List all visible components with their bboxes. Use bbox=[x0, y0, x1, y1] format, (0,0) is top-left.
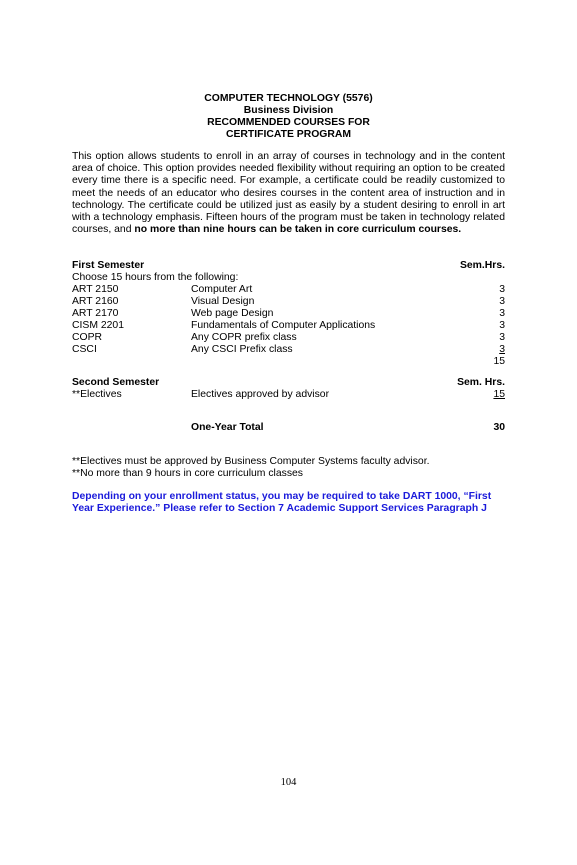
note-row bbox=[72, 456, 505, 468]
course-hours: 3 bbox=[499, 284, 505, 295]
course-hours: 3 bbox=[499, 308, 505, 319]
division-name: Business Division bbox=[243, 105, 334, 116]
course-code: ART 2150 bbox=[72, 284, 119, 295]
course-title: Any CSCI Prefix class bbox=[191, 344, 293, 355]
course-hours: 3 bbox=[499, 332, 505, 343]
one-year-total-label: One-Year Total bbox=[191, 422, 264, 433]
page-number: 104 bbox=[280, 777, 297, 788]
program-title: COMPUTER TECHNOLOGY (5576) bbox=[204, 93, 373, 104]
intro-paragraph bbox=[72, 151, 505, 236]
course-code: CISM 2201 bbox=[72, 320, 124, 331]
first-semester-instruction-row bbox=[72, 272, 505, 284]
enrollment-notice: Depending on your enrollment status, you may be required to take DART 1000, “First Year Experience.” Please refer to Section 7 Academic Support Services Paragraph J bbox=[72, 491, 492, 515]
course-title: Visual Design bbox=[191, 296, 255, 307]
first-semester-total-row bbox=[72, 356, 505, 368]
course-row bbox=[72, 320, 505, 332]
course-row bbox=[72, 344, 505, 356]
one-year-total-value: 30 bbox=[493, 422, 505, 433]
course-row bbox=[72, 284, 505, 296]
course-title: Web page Design bbox=[191, 308, 274, 319]
subtitle-line-1: RECOMMENDED COURSES FOR bbox=[207, 117, 370, 128]
note-text: **No more than 9 hours in core curriculum classes bbox=[72, 468, 303, 479]
first-semester-header bbox=[72, 260, 505, 272]
first-semester-instruction: Choose 15 hours from the following: bbox=[72, 272, 239, 283]
electives-hours: 15 bbox=[493, 389, 505, 400]
course-code: CSCI bbox=[72, 344, 97, 355]
course-hours: 3 bbox=[499, 320, 505, 331]
first-semester-heading: First Semester bbox=[72, 260, 145, 271]
second-semester-hours-heading: Sem. Hrs. bbox=[457, 377, 505, 388]
course-title: Any COPR prefix class bbox=[191, 332, 297, 343]
course-code: ART 2160 bbox=[72, 296, 119, 307]
second-semester-header bbox=[72, 377, 505, 389]
intro-bold-text: no more than nine hours can be taken in core curriculum courses. bbox=[134, 224, 462, 236]
course-row bbox=[72, 308, 505, 320]
intro-text: This option allows students to enroll in an array of courses in technology and in the content area of choice. This option provides needed flexibility without requiring an option to be created every time there is a specific need. For example, a certificate could be readily customized to meet the needs of an educator who desires courses in the content area of instruction and in technology. The certificate could be utilized just as easily by a student desiring to enroll in art with a technology emphasis. Fifteen hours of the program must be taken in technology related courses, and bbox=[72, 151, 505, 236]
second-semester-heading: Second Semester bbox=[72, 377, 160, 388]
course-title: Computer Art bbox=[191, 284, 253, 295]
note-text: **Electives must be approved by Business Computer Systems faculty advisor. bbox=[72, 456, 430, 467]
one-year-total-row bbox=[72, 422, 505, 434]
first-semester-total: 15 bbox=[493, 356, 505, 367]
electives-code: **Electives bbox=[72, 389, 122, 400]
course-code: ART 2170 bbox=[72, 308, 119, 319]
course-row bbox=[72, 332, 505, 344]
course-title: Fundamentals of Computer Applications bbox=[191, 320, 376, 331]
electives-row bbox=[72, 389, 505, 401]
course-hours: 3 bbox=[499, 296, 505, 307]
subtitle-line-2: CERTIFICATE PROGRAM bbox=[225, 129, 352, 140]
first-semester-hours-heading: Sem.Hrs. bbox=[459, 260, 505, 271]
note-row bbox=[72, 468, 505, 480]
course-row bbox=[72, 296, 505, 308]
electives-title: Electives approved by advisor bbox=[191, 389, 330, 400]
course-code: COPR bbox=[72, 332, 103, 343]
course-hours: 3 bbox=[499, 344, 505, 355]
title-block bbox=[0, 93, 577, 141]
